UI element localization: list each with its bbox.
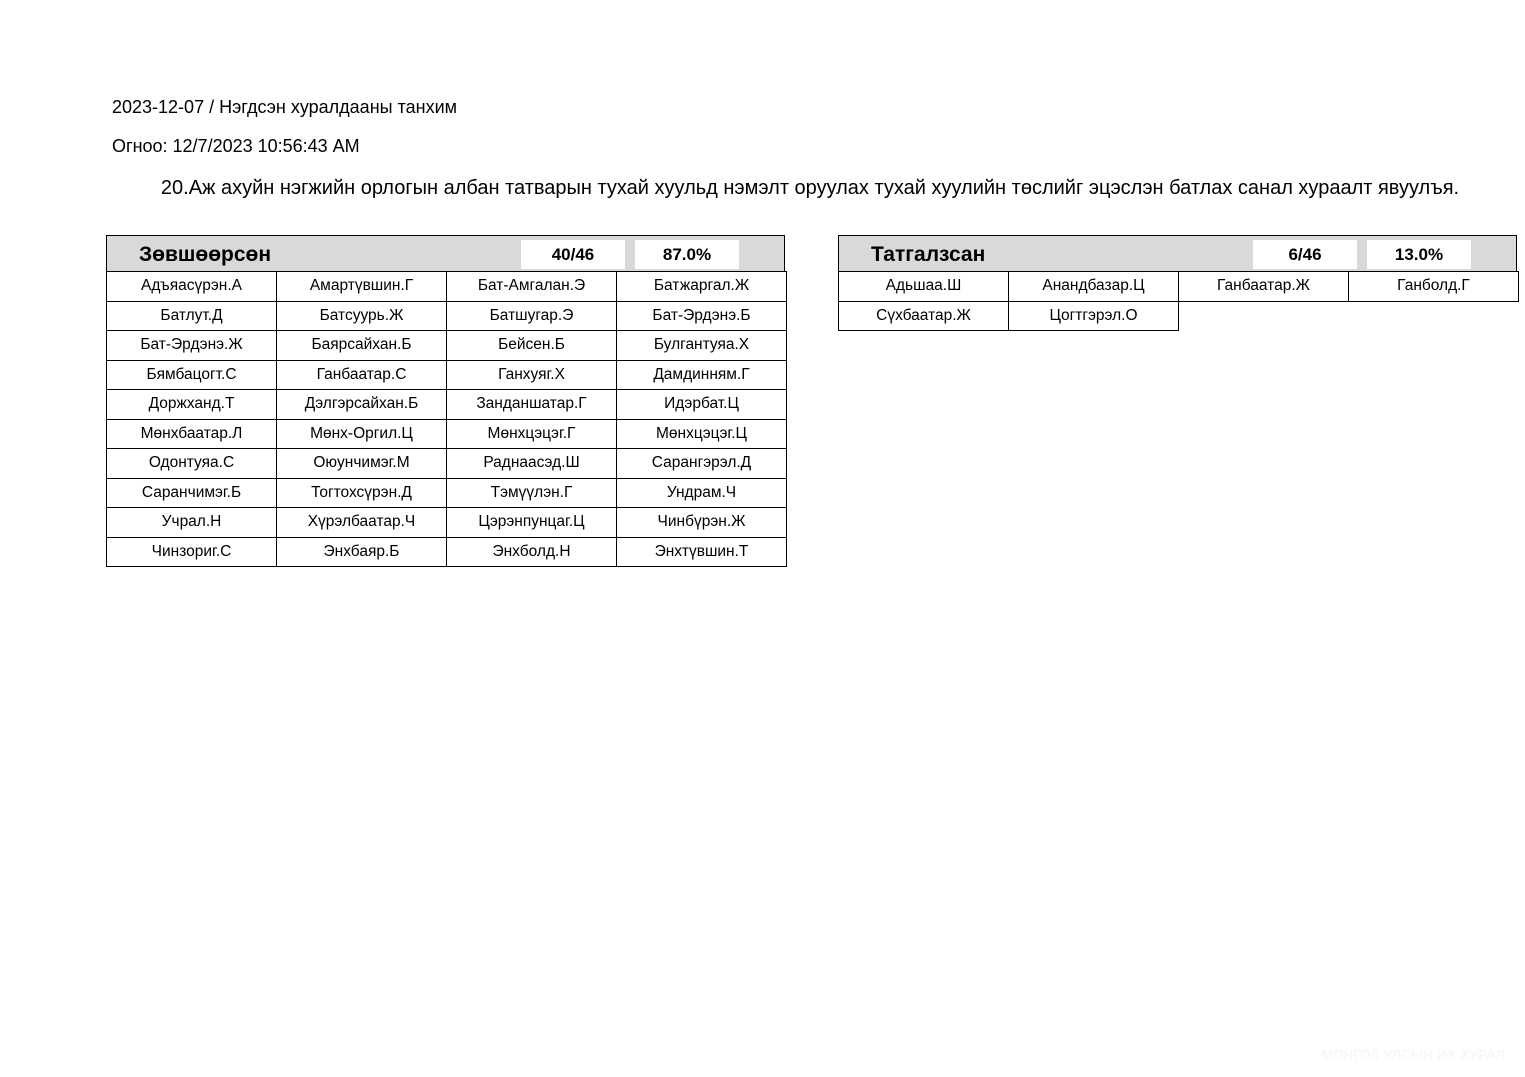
voter-name-cell: Сүхбаатар.Ж — [838, 301, 1009, 332]
agenda-title: 20.Аж ахуйн нэгжийн орлогын албан татварын тухай хуульд нэмэлт оруулах тухай хуулийн төслийг эцэслэн батлах санал хураалт явуулъя. — [160, 177, 1460, 199]
voter-name-cell: Ганболд.Г — [1348, 271, 1519, 302]
voter-name-cell: Тогтохсүрэн.Д — [276, 478, 447, 509]
approved-header — [106, 235, 785, 272]
voter-name-cell: Чинзориг.С — [106, 537, 277, 568]
voter-name-cell: Батсуурь.Ж — [276, 301, 447, 332]
voter-name-cell: Оюунчимэг.М — [276, 448, 447, 479]
voter-name-cell: Батлут.Д — [106, 301, 277, 332]
rejected-label: Татгалзсан — [871, 243, 986, 266]
voter-name-cell: Мөнхцэцэг.Ц — [616, 419, 787, 450]
approved-name-grid — [106, 271, 785, 566]
voter-name-cell: Хүрэлбаатар.Ч — [276, 507, 447, 538]
voter-name-cell: Идэрбат.Ц — [616, 389, 787, 420]
voter-name-cell: Энхбаяр.Б — [276, 537, 447, 568]
vote-date: Огноо: 12/7/2023 10:56:43 AM — [112, 136, 360, 156]
voter-name-cell: Дэлгэрсайхан.Б — [276, 389, 447, 420]
voter-name-cell: Энхболд.Н — [446, 537, 617, 568]
voter-name-cell: Раднаасэд.Ш — [446, 448, 617, 479]
rejected-header — [838, 235, 1517, 272]
voter-name-cell: Мөнхбаатар.Л — [106, 419, 277, 450]
voter-name-cell: Чинбүрэн.Ж — [616, 507, 787, 538]
voter-name-cell: Батшугар.Э — [446, 301, 617, 332]
voter-name-cell: Ганхуяг.Х — [446, 360, 617, 391]
voter-name-cell: Ганбаатар.Ж — [1178, 271, 1349, 302]
voter-name-cell: Мөнхцэцэг.Г — [446, 419, 617, 450]
rejected-count: 6/46 — [1253, 240, 1357, 269]
voter-name-cell: Цогтгэрэл.О — [1008, 301, 1179, 332]
voter-name-cell: Доржханд.Т — [106, 389, 277, 420]
voter-name-cell: Бат-Эрдэнэ.Б — [616, 301, 787, 332]
voter-name-cell: Занданшатар.Г — [446, 389, 617, 420]
rejected-name-grid — [838, 271, 1517, 330]
voter-name-cell: Бейсен.Б — [446, 330, 617, 361]
voter-name-cell: Адъяасүрэн.А — [106, 271, 277, 302]
rejected-percent: 13.0% — [1367, 240, 1471, 269]
voter-name-cell: Батжаргал.Ж — [616, 271, 787, 302]
voter-name-cell: Бат-Эрдэнэ.Ж — [106, 330, 277, 361]
voter-name-cell: Амартүвшин.Г — [276, 271, 447, 302]
approved-block — [106, 235, 785, 566]
voter-name-cell: Бат-Амгалан.Э — [446, 271, 617, 302]
voter-name-cell: Энхтүвшин.Т — [616, 537, 787, 568]
voter-name-cell: Учрал.Н — [106, 507, 277, 538]
approved-label: Зөвшөөрсөн — [139, 243, 272, 266]
voter-name-cell: Сарангэрэл.Д — [616, 448, 787, 479]
voter-name-cell: Булгантуяа.Х — [616, 330, 787, 361]
voter-name-cell: Баярсайхан.Б — [276, 330, 447, 361]
voter-name-cell: Цэрэнпунцаг.Ц — [446, 507, 617, 538]
session-title: 2023-12-07 / Нэгдсэн хуралдааны танхим — [112, 97, 457, 117]
rejected-block — [838, 235, 1517, 330]
voter-name-cell: Мөнх-Оргил.Ц — [276, 419, 447, 450]
voter-name-cell: Ганбаатар.С — [276, 360, 447, 391]
voter-name-cell: Одонтуяа.С — [106, 448, 277, 479]
approved-count: 40/46 — [521, 240, 625, 269]
voter-name-cell: Тэмүүлэн.Г — [446, 478, 617, 509]
approved-percent: 87.0% — [635, 240, 739, 269]
voter-name-cell: Анандбазар.Ц — [1008, 271, 1179, 302]
voter-name-cell: Ундрам.Ч — [616, 478, 787, 509]
watermark: МОНГОЛ УЛСЫН ИХ ХУРАЛ — [1321, 1047, 1505, 1062]
voter-name-cell: Дамдинням.Г — [616, 360, 787, 391]
voter-name-cell: Бямбацогт.С — [106, 360, 277, 391]
voter-name-cell: Адьшаа.Ш — [838, 271, 1009, 302]
voter-name-cell: Саранчимэг.Б — [106, 478, 277, 509]
